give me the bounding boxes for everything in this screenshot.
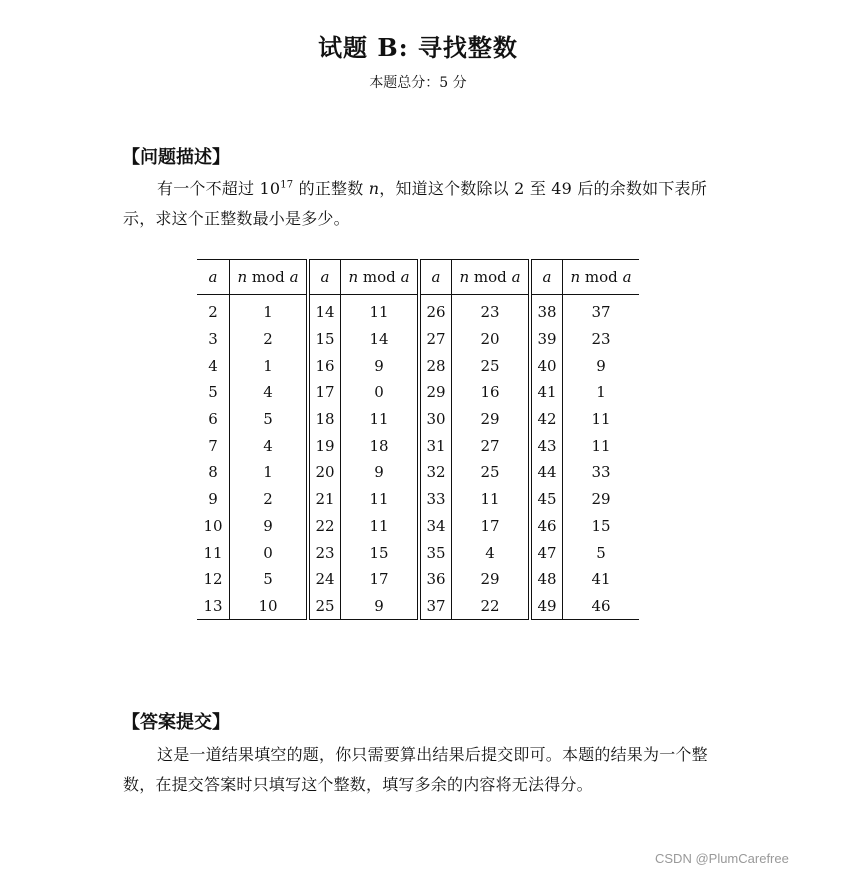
cell-remainder: 1: [230, 295, 309, 326]
description-text-end: ，知道这个数除以 2 至 49 后的余数如下表所示，求这个正整数最小是多少。: [123, 179, 707, 228]
cell-remainder: 16: [452, 379, 531, 406]
cell-remainder: 0: [230, 539, 309, 566]
cell-a: 22: [308, 513, 341, 540]
cell-a: 41: [530, 379, 563, 406]
cell-a: 37: [419, 593, 452, 620]
cell-remainder: 2: [230, 486, 309, 513]
cell-remainder: 9: [341, 459, 420, 486]
cell-a: 10: [203, 516, 223, 535]
cell-remainder: 5: [563, 539, 640, 566]
table-row: [197, 379, 639, 406]
description-text-start: 有一个不超过 10: [157, 179, 281, 198]
table-row: [197, 326, 639, 353]
cell-a: 4: [208, 356, 218, 375]
cell-a: 19: [308, 432, 341, 459]
cell-remainder: 5: [230, 406, 309, 433]
table-row: [197, 406, 639, 433]
cell-remainder: 4: [230, 432, 309, 459]
cell-a: 23: [308, 539, 341, 566]
cell-remainder: 37: [563, 295, 640, 326]
header-a: a: [530, 260, 563, 295]
cell-remainder: 23: [563, 326, 640, 353]
cell-a: 7: [208, 436, 218, 455]
cell-remainder: 33: [563, 459, 640, 486]
cell-a: 27: [419, 326, 452, 353]
header-a: a: [308, 260, 341, 295]
problem-title: 试题 B: 寻找整数: [318, 33, 518, 62]
cell-remainder: 11: [341, 513, 420, 540]
header-mod: n mod a: [563, 260, 640, 295]
cell-remainder: 17: [452, 513, 531, 540]
submission-heading: 【答案提交】: [122, 712, 230, 733]
cell-a: 36: [419, 566, 452, 593]
cell-remainder: 41: [563, 566, 640, 593]
cell-a: 39: [530, 326, 563, 353]
cell-a: 35: [419, 539, 452, 566]
cell-a: 13: [203, 596, 223, 615]
watermark: CSDN @PlumCarefree: [655, 851, 789, 866]
cell-remainder: 10: [230, 593, 309, 620]
cell-a: 6: [208, 410, 218, 429]
cell-remainder: 14: [341, 326, 420, 353]
cell-remainder: 1: [230, 459, 309, 486]
table-row: [197, 486, 639, 513]
cell-remainder: 1: [563, 379, 640, 406]
header-a: a: [419, 260, 452, 295]
submission-paragraph: 这是一道结果填空的题，你只需要算出结果后提交即可。本题的结果为一个整数，在提交答案时只填写这个整数，填写多余的内容将无法得分。: [123, 745, 708, 794]
cell-a: 25: [308, 593, 341, 620]
cell-remainder: 11: [452, 486, 531, 513]
exponent: 17: [280, 179, 294, 191]
cell-remainder: 17: [341, 566, 420, 593]
table-row: [197, 539, 639, 566]
cell-a: 8: [208, 463, 218, 482]
cell-remainder: 27: [452, 432, 531, 459]
cell-remainder: 29: [563, 486, 640, 513]
cell-a: 38: [530, 295, 563, 326]
header-mod: n mod a: [230, 260, 309, 295]
cell-a: 42: [530, 406, 563, 433]
cell-remainder: 46: [563, 593, 640, 620]
cell-a: 29: [419, 379, 452, 406]
cell-a: 5: [208, 383, 218, 402]
cell-remainder: 11: [563, 432, 640, 459]
cell-remainder: 25: [452, 352, 531, 379]
cell-remainder: 25: [452, 459, 531, 486]
cell-a: 24: [308, 566, 341, 593]
cell-remainder: 15: [563, 513, 640, 540]
table-body: [197, 295, 639, 620]
cell-a: 49: [530, 593, 563, 620]
cell-remainder: 29: [452, 566, 531, 593]
cell-remainder: 1: [230, 352, 309, 379]
table-row: [197, 432, 639, 459]
cell-remainder: 11: [341, 406, 420, 433]
description-paragraph: [123, 174, 723, 234]
cell-remainder: 15: [341, 539, 420, 566]
header-mod: n mod a: [341, 260, 420, 295]
cell-a: 48: [530, 566, 563, 593]
variable-n: n: [368, 179, 380, 198]
cell-a: 43: [530, 432, 563, 459]
cell-a: 47: [530, 539, 563, 566]
table-row: [197, 566, 639, 593]
table-row: [197, 593, 639, 620]
cell-remainder: 11: [341, 486, 420, 513]
cell-remainder: 18: [341, 432, 420, 459]
cell-a: 34: [419, 513, 452, 540]
cell-a: 44: [530, 459, 563, 486]
cell-remainder: 0: [341, 379, 420, 406]
cell-a: 2: [208, 303, 218, 322]
cell-a: 9: [208, 490, 218, 509]
cell-a: 15: [308, 326, 341, 353]
cell-remainder: 4: [230, 379, 309, 406]
cell-remainder: 5: [230, 566, 309, 593]
remainder-table: [197, 259, 639, 620]
cell-a: 28: [419, 352, 452, 379]
cell-a: 11: [203, 543, 223, 562]
header-mod: n mod a: [452, 260, 531, 295]
table-row: [197, 513, 639, 540]
cell-a: 3: [208, 330, 218, 349]
cell-a: 30: [419, 406, 452, 433]
cell-a: 21: [308, 486, 341, 513]
cell-remainder: 29: [452, 406, 531, 433]
table-header-row: [197, 260, 639, 295]
cell-remainder: 20: [452, 326, 531, 353]
cell-a: 16: [308, 352, 341, 379]
cell-remainder: 11: [563, 406, 640, 433]
table-row: [197, 295, 639, 326]
cell-a: 32: [419, 459, 452, 486]
cell-remainder: 2: [230, 326, 309, 353]
cell-a: 46: [530, 513, 563, 540]
description-text-mid: 的正整数: [293, 179, 369, 198]
cell-a: 45: [530, 486, 563, 513]
cell-a: 18: [308, 406, 341, 433]
cell-a: 31: [419, 432, 452, 459]
cell-remainder: 9: [341, 593, 420, 620]
cell-remainder: 11: [341, 295, 420, 326]
cell-remainder: 23: [452, 295, 531, 326]
problem-score: 本题总分：5 分: [369, 75, 467, 91]
cell-a: 12: [203, 570, 223, 589]
table-row: [197, 352, 639, 379]
cell-remainder: 9: [341, 352, 420, 379]
cell-remainder: 4: [452, 539, 531, 566]
cell-a: 40: [530, 352, 563, 379]
cell-a: 20: [308, 459, 341, 486]
cell-remainder: 9: [563, 352, 640, 379]
cell-a: 14: [308, 295, 341, 326]
cell-a: 33: [419, 486, 452, 513]
table-row: [197, 459, 639, 486]
cell-remainder: 9: [230, 513, 309, 540]
header-a: a: [208, 268, 218, 286]
cell-a: 17: [308, 379, 341, 406]
cell-a: 26: [419, 295, 452, 326]
description-heading: 【问题描述】: [122, 147, 230, 168]
cell-remainder: 22: [452, 593, 531, 620]
